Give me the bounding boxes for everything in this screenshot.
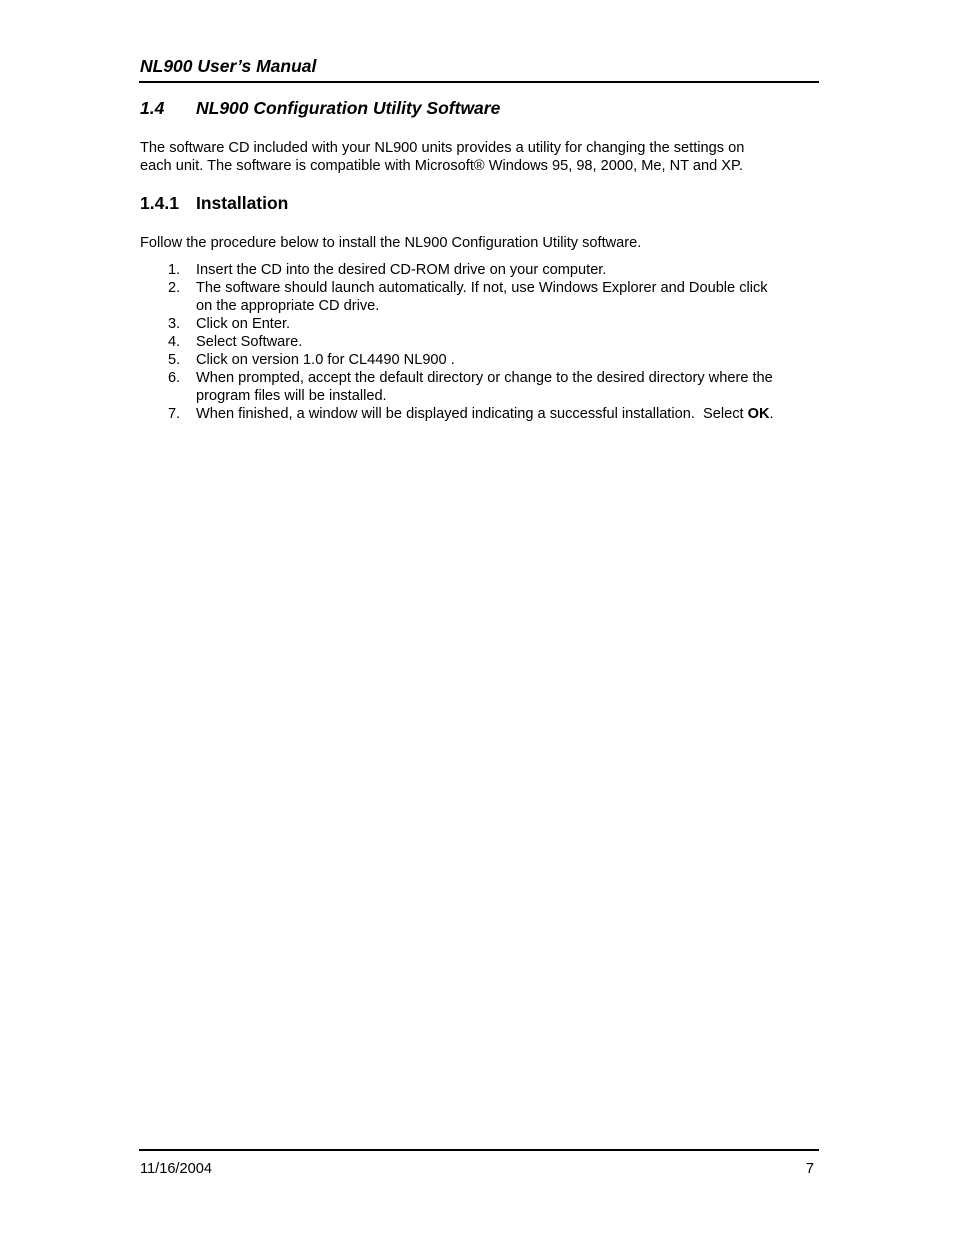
list-item: [140, 279, 820, 315]
section-heading: [140, 98, 500, 119]
list-item: [140, 369, 820, 405]
step-text: Insert the CD into the desired CD-ROM drive on your computer.: [196, 262, 607, 278]
section-number: 1.4: [140, 98, 165, 118]
header-rule: [139, 81, 819, 83]
section-title: NL900 Configuration Utility Software: [196, 98, 501, 118]
installation-steps-list: [140, 261, 820, 423]
list-item: [140, 315, 820, 333]
subsection-number: 1.4.1: [140, 193, 179, 213]
step-number: 4.: [168, 334, 181, 350]
step-number: 7.: [168, 406, 181, 422]
list-item: [140, 405, 820, 423]
ok-emphasis: OK: [747, 406, 770, 422]
step-number: 1.: [168, 262, 181, 278]
section-intro-paragraph: [140, 139, 820, 175]
step-text-line: [196, 405, 820, 423]
subsection-heading: [140, 193, 288, 214]
page-number: 7: [805, 1161, 814, 1177]
footer-date: 11/16/2004: [140, 1161, 212, 1177]
step-number: 2.: [168, 280, 181, 296]
procedure-intro: Follow the procedure below to install the NL900 Configuration Utility software.: [140, 235, 642, 251]
subsection-title: Installation: [196, 193, 289, 213]
step-number: 5.: [168, 352, 181, 368]
step-text: Click on Enter.: [196, 316, 291, 332]
intro-line: each unit. The software is compatible with Microsoft® Windows 95, 98, 2000, Me, NT and XP.: [140, 158, 743, 174]
step-text: The software should launch automatically. If not, use Windows Explorer and Double click: [196, 280, 768, 296]
step-number: 6.: [168, 370, 181, 386]
footer-rule: [139, 1149, 819, 1151]
list-item: [140, 261, 820, 279]
step-text: Click on version 1.0 for CL4490 NL900 .: [196, 352, 455, 368]
step-number: 3.: [168, 316, 181, 332]
step-text-trail: .: [769, 406, 774, 422]
step-text: on the appropriate CD drive.: [196, 298, 380, 314]
running-header-title: NL900 User’s Manual: [140, 56, 317, 76]
intro-line: The software CD included with your NL900 units provides a utility for changing the settings on: [140, 140, 745, 156]
step-text: When finished, a window will be displayed indicating a successful installation. Select: [196, 406, 748, 422]
step-text: program files will be installed.: [196, 388, 387, 404]
step-text: Select Software.: [196, 334, 303, 350]
list-item: [140, 351, 820, 369]
step-text: When prompted, accept the default directory or change to the desired directory where the: [196, 370, 773, 386]
list-item: [140, 333, 820, 351]
